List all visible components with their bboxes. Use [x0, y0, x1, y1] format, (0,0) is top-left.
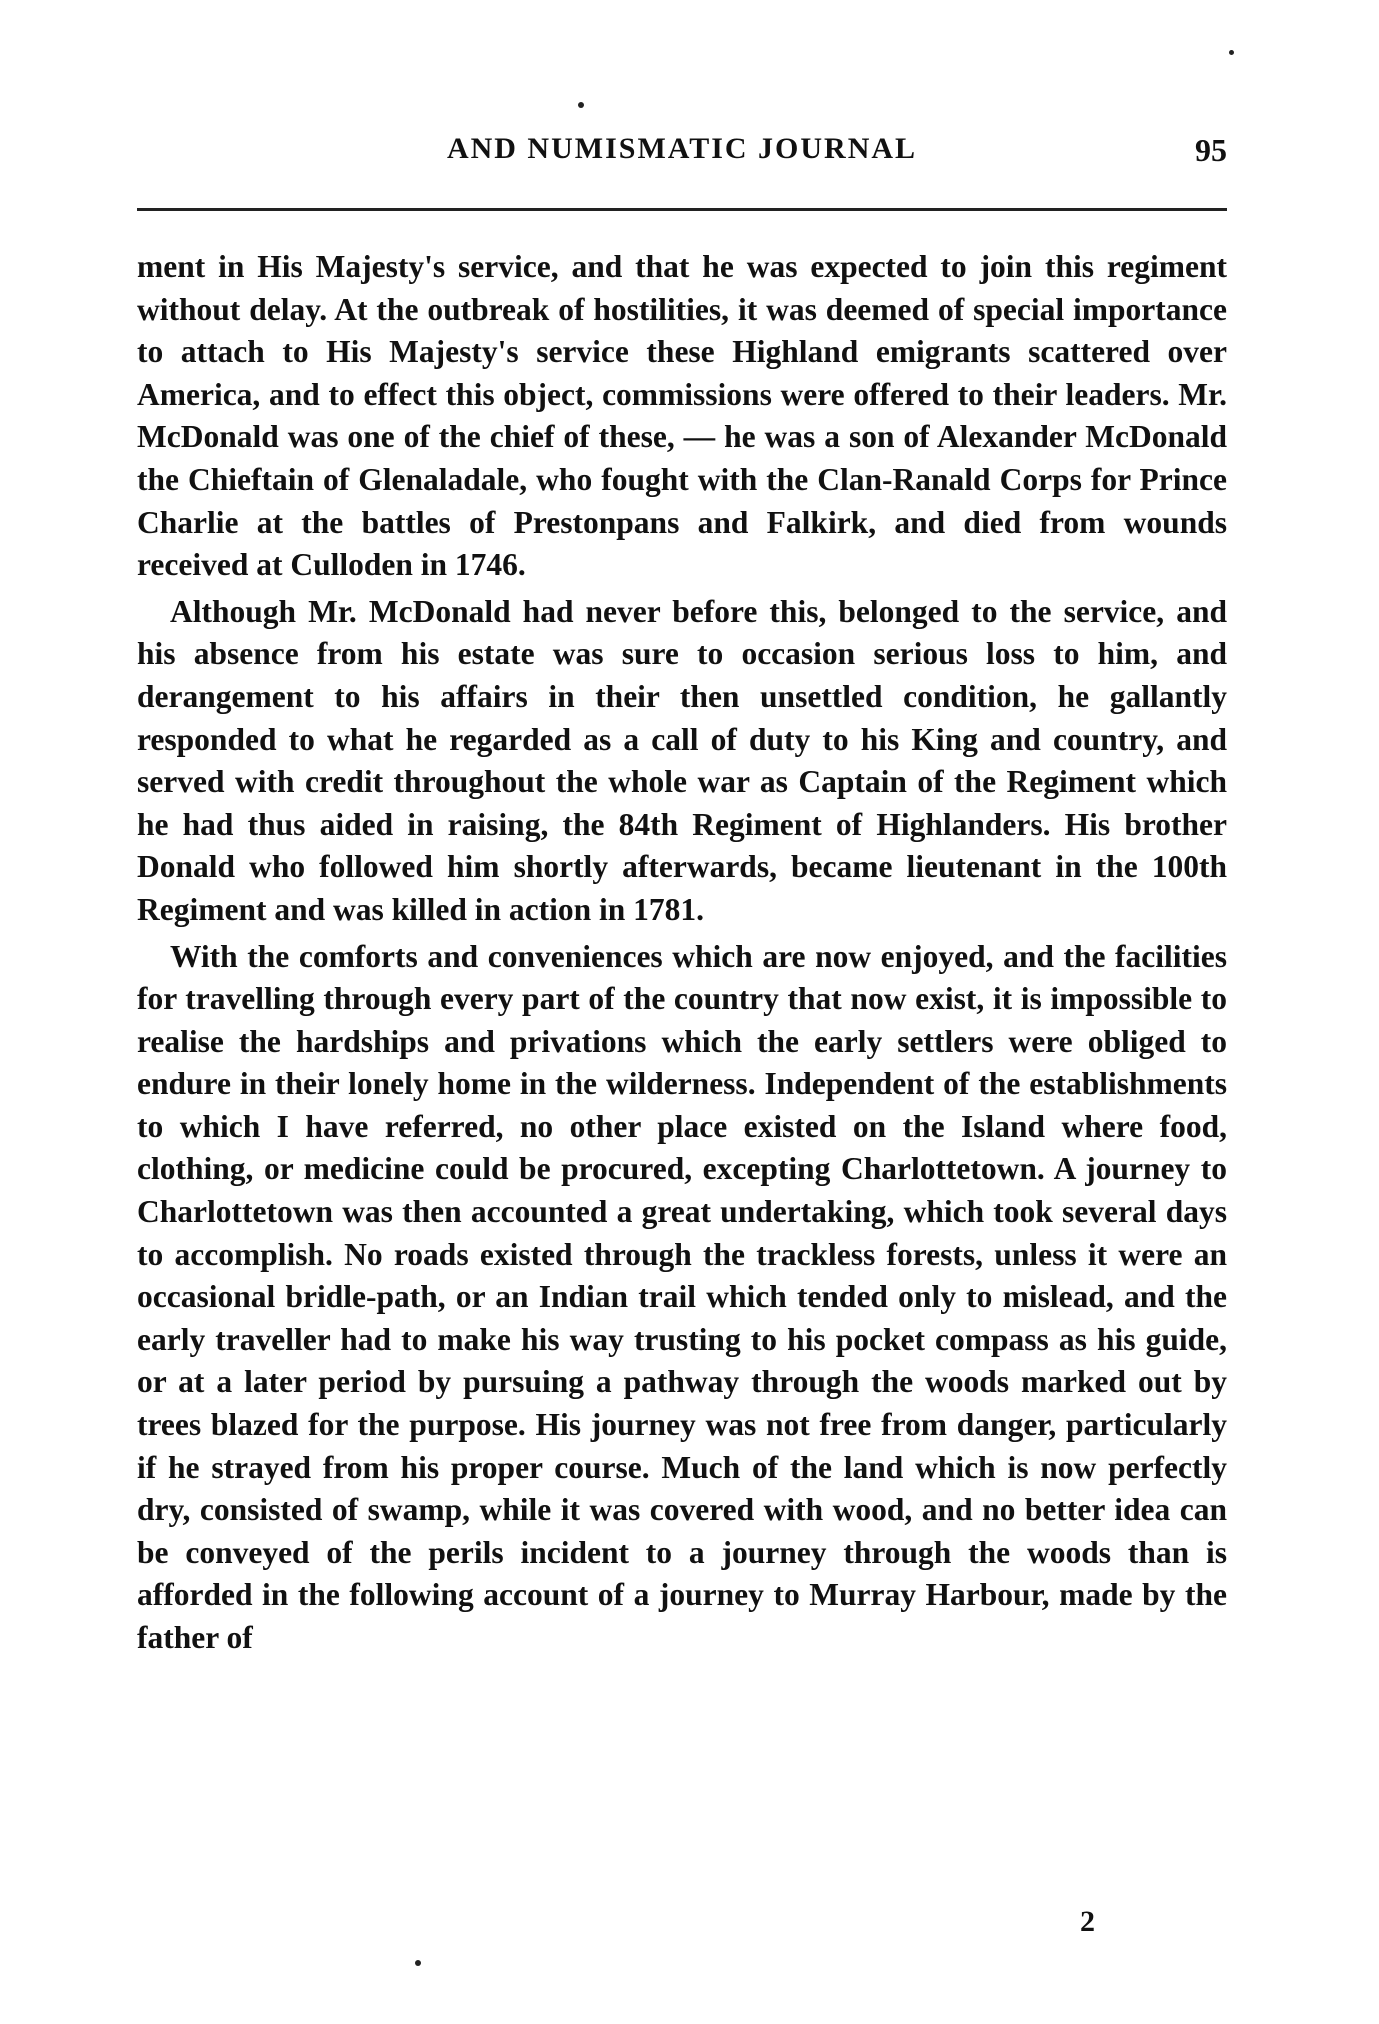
page-number: 95: [1195, 132, 1227, 168]
signature-mark: 2: [1080, 1905, 1095, 1938]
ink-speck: [415, 1960, 421, 1966]
header-rule: [137, 208, 1227, 211]
ink-speck: [578, 102, 584, 108]
paragraph: Although Mr. McDonald had never before this, belonged to the service, and his absence from his estate was sure to occasion serious loss to him, and derangement to his affairs in their then unsettled condition, he gallantly responded to what he regarded as a call of duty to his King and country, and served with credit throughout the whole war as Captain of the Regiment which he had thus aided in raising, the 84th Regiment of Highlanders. His brother Donald who followed him shortly afterwards, became lieutenant in the 100th Regiment and was killed in action in 1781.: [137, 593, 1227, 927]
paragraph: ment in His Majesty's service, and that he was expected to join this regiment without delay. At the outbreak of hostilities, it was deemed of special importance to attach to His Majesty's service these Highland emigrants scattered over America, and to effect this object, commissions were offered to their leaders. Mr. McDonald was one of the chief of these, — he was a son of Alexander McDonald the Chieftain of Glenaladale, who fought with the Clan-Ranald Corps for Prince Charlie at the battles of Prestonpans and Falkirk, and died from wounds received at Culloden in 1746.: [137, 249, 1227, 583]
body-text: [137, 246, 1227, 1664]
ink-speck: [1229, 50, 1234, 55]
paragraph: With the comforts and conveniences which are now enjoyed, and the facilities for travelling through every part of the country that now exist, it is impossible to realise the hardships and privations which the early settlers were obliged to endure in their lonely home in the wilderness. Independent of the establishments to which I have referred, no other place existed on the Island where food, clothing, or medicine could be procured, excepting Charlottetown. A journey to Charlottetown was then accounted a great undertaking, which took several days to accomplish. No roads existed through the trackless forests, unless it were an occasional bridle-path, or an Indian trail which tended only to mislead, and the early traveller had to make his way trusting to his pocket compass as his guide, or at a later period by pursuing a pathway through the woods marked out by trees blazed for the purpose. His journey was not free from danger, particularly if he strayed from his proper course. Much of the land which is now perfectly dry, consisted of swamp, while it was covered with wood, and no better idea can be conveyed of the perils incident to a journey through the woods than is afforded in the following account of a journey to Murray Harbour, made by the father of: [137, 938, 1227, 1655]
page-header: [137, 132, 1227, 182]
running-head: AND NUMISMATIC JOURNAL: [446, 132, 918, 165]
